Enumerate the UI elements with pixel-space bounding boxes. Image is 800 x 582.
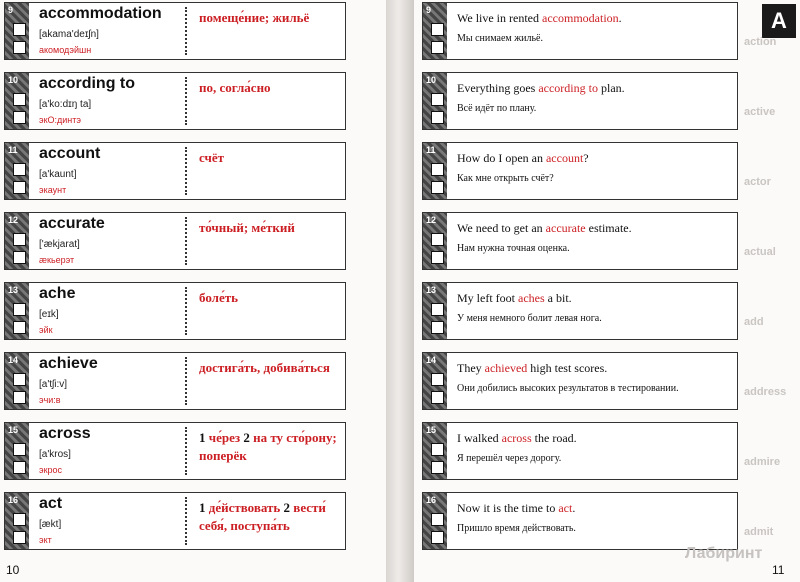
dotted-divider bbox=[185, 217, 187, 265]
entry-number: 16 bbox=[426, 495, 437, 505]
dotted-divider bbox=[185, 497, 187, 545]
example-sentence-ru: Нам нужна точная оценка. bbox=[457, 243, 570, 254]
example-sentence-ru: Всё идёт по плану. bbox=[457, 103, 537, 114]
row-index-strip bbox=[423, 353, 447, 409]
example-sentence-en: Now it is the time to act. bbox=[457, 501, 576, 515]
entry-number: 13 bbox=[426, 285, 437, 295]
example-row bbox=[422, 352, 738, 410]
bleed-through-word: actual bbox=[744, 246, 776, 258]
checkbox-known[interactable] bbox=[431, 93, 444, 106]
row-index-strip bbox=[423, 283, 447, 339]
example-sentence-ru: Они добились высоких результатов в тестировании. bbox=[457, 383, 679, 394]
checkbox-known[interactable] bbox=[13, 513, 26, 526]
translation: боле́ть bbox=[199, 290, 238, 305]
example-sentence-ru: Как мне открыть счёт? bbox=[457, 173, 554, 184]
bleed-through-word: admire bbox=[744, 456, 781, 468]
entry-number: 12 bbox=[426, 215, 437, 225]
page-number-left: 10 bbox=[6, 563, 20, 577]
checkbox-learned[interactable] bbox=[431, 391, 444, 404]
translation: достига́ть, добива́ться bbox=[199, 360, 330, 375]
row-index-strip bbox=[423, 423, 447, 479]
dotted-divider bbox=[185, 147, 187, 195]
translation: счёт bbox=[199, 150, 224, 165]
row-index-strip bbox=[5, 143, 29, 199]
headword: accommodation bbox=[39, 5, 162, 22]
example-sentence-en: They achieved high test scores. bbox=[457, 361, 608, 375]
row-index-strip bbox=[5, 493, 29, 549]
example-sentence-en: We live in rented accommodation. bbox=[457, 11, 622, 25]
row-index-strip bbox=[423, 213, 447, 269]
translation: помеще́ние; жильё bbox=[199, 10, 310, 25]
example-sentence-en: How do I open an account? bbox=[457, 151, 589, 165]
dotted-divider bbox=[185, 7, 187, 55]
checkbox-known[interactable] bbox=[431, 303, 444, 316]
russian-transliteration: экт bbox=[39, 535, 52, 545]
example-sentence-ru: Пришло время действовать. bbox=[457, 523, 576, 534]
watermark-logo: Лабиринт bbox=[685, 545, 763, 562]
example-sentence-en: Everything goes according to plan. bbox=[457, 81, 625, 95]
checkbox-learned[interactable] bbox=[13, 321, 26, 334]
vocab-row bbox=[4, 282, 346, 340]
row-index-strip bbox=[423, 73, 447, 129]
checkbox-learned[interactable] bbox=[13, 531, 26, 544]
russian-transliteration: эйк bbox=[39, 325, 53, 335]
headword: across bbox=[39, 425, 91, 442]
entry-number: 11 bbox=[8, 145, 18, 155]
vocab-row bbox=[4, 72, 346, 130]
russian-transliteration: ӕкьерэт bbox=[39, 255, 75, 265]
row-index-strip bbox=[5, 423, 29, 479]
example-row bbox=[422, 142, 738, 200]
entry-number: 11 bbox=[426, 145, 436, 155]
dotted-divider bbox=[185, 357, 187, 405]
headword: ache bbox=[39, 285, 76, 302]
checkbox-known[interactable] bbox=[13, 303, 26, 316]
checkbox-learned[interactable] bbox=[431, 321, 444, 334]
headword: act bbox=[39, 495, 63, 512]
russian-transliteration: экаунт bbox=[39, 185, 67, 195]
russian-transliteration: экО:динтэ bbox=[39, 115, 81, 125]
vocab-row bbox=[4, 2, 346, 60]
checkbox-learned[interactable] bbox=[431, 251, 444, 264]
checkbox-learned[interactable] bbox=[13, 181, 26, 194]
checkbox-known[interactable] bbox=[431, 373, 444, 386]
entry-number: 10 bbox=[8, 75, 19, 85]
checkbox-learned[interactable] bbox=[13, 461, 26, 474]
row-index-strip bbox=[423, 3, 447, 59]
example-row bbox=[422, 72, 738, 130]
example-sentence-en: I walked across the road. bbox=[457, 431, 577, 445]
vocab-row bbox=[4, 212, 346, 270]
checkbox-known[interactable] bbox=[431, 233, 444, 246]
bleed-through-word: address bbox=[744, 386, 787, 398]
translation: 1 де́йствовать 2 вести́ себя́, поступа́ть bbox=[199, 500, 326, 533]
transcription: [eɪk] bbox=[39, 309, 59, 320]
russian-transliteration: эчи:в bbox=[39, 395, 61, 405]
russian-transliteration: экрос bbox=[39, 465, 63, 475]
headword: account bbox=[39, 145, 101, 162]
checkbox-known[interactable] bbox=[13, 373, 26, 386]
bleed-through-word: admit bbox=[744, 526, 774, 538]
checkbox-known[interactable] bbox=[13, 163, 26, 176]
entry-number: 15 bbox=[426, 425, 437, 435]
example-sentence-ru: У меня немного болит левая нога. bbox=[457, 313, 602, 324]
entry-number: 12 bbox=[8, 215, 19, 225]
entry-number: 9 bbox=[426, 5, 432, 15]
row-index-strip bbox=[5, 3, 29, 59]
translation: 1 че́рез 2 на ту сто́рону; поперёк bbox=[199, 430, 337, 463]
checkbox-known[interactable] bbox=[431, 443, 444, 456]
translation: то́чный; ме́ткий bbox=[199, 220, 295, 235]
row-index-strip bbox=[423, 493, 447, 549]
dotted-divider bbox=[185, 287, 187, 335]
row-index-strip bbox=[5, 213, 29, 269]
entry-number: 9 bbox=[8, 5, 14, 15]
headword: according to bbox=[39, 75, 136, 92]
checkbox-learned[interactable] bbox=[431, 181, 444, 194]
checkbox-learned[interactable] bbox=[431, 111, 444, 124]
checkbox-learned[interactable] bbox=[431, 41, 444, 54]
row-index-strip bbox=[423, 143, 447, 199]
translation: по, согла́сно bbox=[199, 80, 271, 95]
bleed-through-word: add bbox=[744, 316, 764, 328]
headword: accurate bbox=[39, 215, 105, 232]
checkbox-known[interactable] bbox=[431, 513, 444, 526]
checkbox-known[interactable] bbox=[13, 23, 26, 36]
entry-number: 13 bbox=[8, 285, 19, 295]
transcription: [a'tʃi:v] bbox=[39, 379, 68, 390]
bleed-through-word: active bbox=[744, 106, 776, 118]
row-index-strip bbox=[5, 73, 29, 129]
checkbox-known[interactable] bbox=[13, 443, 26, 456]
example-row bbox=[422, 282, 738, 340]
russian-transliteration: акомодэйшн bbox=[39, 45, 92, 55]
entry-number: 14 bbox=[8, 355, 19, 365]
transcription: [ækt] bbox=[39, 519, 62, 530]
transcription: [a'ko:dɪŋ ta] bbox=[39, 99, 92, 110]
entry-number: 10 bbox=[426, 75, 437, 85]
entry-number: 14 bbox=[426, 355, 437, 365]
example-sentence-ru: Я перешёл через дорогу. bbox=[457, 453, 562, 464]
row-index-strip bbox=[5, 283, 29, 339]
checkbox-known[interactable] bbox=[13, 233, 26, 246]
example-row bbox=[422, 2, 738, 60]
vocab-row bbox=[4, 422, 346, 480]
example-sentence-en: My left foot aches a bit. bbox=[457, 291, 572, 305]
dotted-divider bbox=[185, 77, 187, 125]
checkbox-known[interactable] bbox=[431, 23, 444, 36]
vocab-row bbox=[4, 352, 346, 410]
example-sentence-en: We need to get an accurate estimate. bbox=[457, 221, 632, 235]
checkbox-learned[interactable] bbox=[13, 251, 26, 264]
vocab-row bbox=[4, 142, 346, 200]
example-row bbox=[422, 212, 738, 270]
checkbox-learned[interactable] bbox=[13, 111, 26, 124]
example-sentence-ru: Мы снимаем жильё. bbox=[457, 33, 543, 44]
dotted-divider bbox=[185, 427, 187, 475]
checkbox-known[interactable] bbox=[431, 163, 444, 176]
entry-number: 16 bbox=[8, 495, 19, 505]
checkbox-known[interactable] bbox=[13, 93, 26, 106]
book-gutter bbox=[386, 0, 414, 582]
transcription: [a'kros] bbox=[39, 449, 71, 460]
checkbox-learned[interactable] bbox=[13, 41, 26, 54]
example-row bbox=[422, 422, 738, 480]
example-row bbox=[422, 492, 738, 550]
transcription: ['ækjarat] bbox=[39, 239, 80, 250]
checkbox-learned[interactable] bbox=[431, 531, 444, 544]
headword: achieve bbox=[39, 355, 98, 372]
row-index-strip bbox=[5, 353, 29, 409]
entry-number: 15 bbox=[8, 425, 19, 435]
transcription: [a'kaunt] bbox=[39, 169, 77, 180]
checkbox-learned[interactable] bbox=[431, 461, 444, 474]
vocab-row bbox=[4, 492, 346, 550]
transcription: [akama'deɪʃn] bbox=[39, 29, 99, 40]
page-number-right: 11 bbox=[772, 563, 785, 577]
checkbox-learned[interactable] bbox=[13, 391, 26, 404]
bleed-through-word: action bbox=[744, 36, 777, 48]
bleed-through-word: actor bbox=[744, 176, 771, 188]
section-letter-badge: A bbox=[762, 4, 796, 38]
